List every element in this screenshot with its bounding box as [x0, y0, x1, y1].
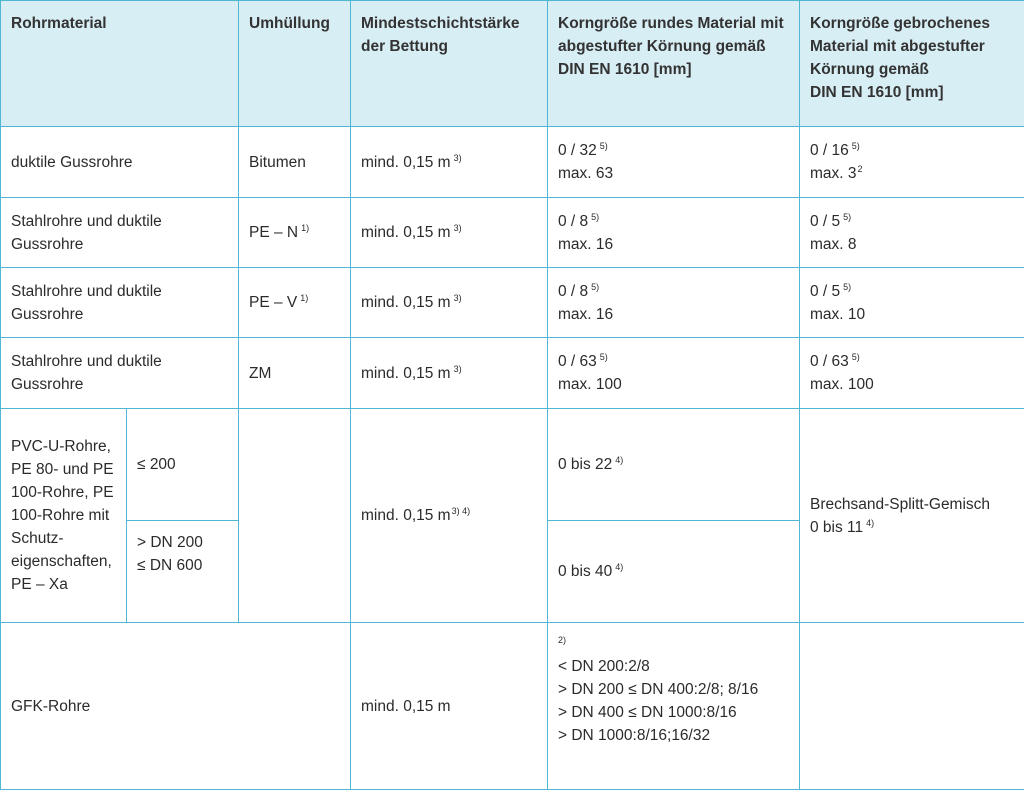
table-row	[1, 127, 1024, 198]
footnote-marker: 5)	[591, 282, 599, 292]
header-umhuellung: Umhüllung	[239, 1, 351, 127]
thickness-cell: mind. 0,15 m $^{3)}$	[351, 338, 548, 409]
round-grain-cell: 0 / 8 $^{5)}$ max. 16	[548, 198, 800, 268]
round-grain-cell: 0 / 8 $^{5)}$ max. 16	[548, 268, 800, 338]
material-cell: Stahlrohre und duktile Gussrohre	[1, 338, 239, 409]
thickness-cell: mind. 0,15 m $^{3)}$	[351, 127, 548, 198]
footnote-marker: 3)	[454, 364, 462, 374]
table-row	[1, 623, 1024, 790]
coating-cell: ZM	[239, 338, 351, 409]
broken-grain-cell: 0 / 5 $^{5)}$ max. 10	[800, 268, 1024, 338]
gfk-grain-line: < DN 200:2/8	[558, 655, 789, 678]
thickness-cell: mind. 0,15 m $^{3)}$	[351, 268, 548, 338]
footnote-marker: 3)	[454, 293, 462, 303]
header-korngroesse-gebrochen-line2: DIN EN 1610 [mm]	[810, 81, 1014, 104]
footnote-marker: 3) 4)	[452, 506, 471, 516]
size-cell: ≤ 200	[127, 409, 239, 521]
broken-grain-cell	[800, 623, 1024, 790]
footnote-marker: 1)	[300, 293, 308, 303]
header-korngroesse-rund: Korngröße rundes Material mit abgestufter Körnung gemäß DIN EN 1610 [mm]	[548, 1, 800, 127]
material-cell: GFK-Rohre	[1, 623, 351, 790]
footnote-marker: 2	[858, 164, 863, 174]
footnote-marker: 4)	[615, 455, 623, 465]
material-cell: Stahlrohre und duktile Gussrohre	[1, 268, 239, 338]
round-grain-cell	[548, 623, 800, 790]
round-grain-cell: 0 / 32 $^{5)}$ max. 63	[548, 127, 800, 198]
header-mindestschichtstaerke: Mindestschichtstärke der Bettung	[351, 1, 548, 127]
footnote-marker: 5)	[852, 141, 860, 151]
broken-grain-cell: 0 / 16 $^{5)}$ max. $3^2$	[800, 127, 1024, 198]
table-row	[1, 409, 1024, 521]
footnote-marker: 1)	[301, 223, 309, 233]
table-row	[1, 268, 1024, 338]
gfk-grain-line: > DN 1000:8/16;16/32	[558, 724, 789, 747]
size-cell: > DN 200 ≤ DN 600	[127, 521, 239, 623]
thickness-cell: mind. 0,15 $m^{3) 4)}$	[351, 409, 548, 623]
footnote-marker: 2)	[558, 633, 789, 647]
thickness-cell: mind. 0,15 m $^{3)}$	[351, 198, 548, 268]
footnote-marker: 3)	[454, 153, 462, 163]
round-grain-cell: 0 bis 22 $^{4)}$	[548, 409, 800, 521]
material-cell: PVC-U-Rohre, PE 80- und PE 100-Rohre, PE 100-Rohre mit Schutz-eigenschaften, PE – Xa	[1, 409, 127, 623]
thickness-cell: mind. 0,15 m	[351, 623, 548, 790]
gfk-grain-line: > DN 200 ≤ DN 400:2/8; 8/16	[558, 678, 789, 701]
footnote-marker: 5)	[843, 282, 851, 292]
table-row	[1, 198, 1024, 268]
coating-cell: PE – N $^{1)}$	[239, 198, 351, 268]
footnote-marker: 5)	[600, 141, 608, 151]
header-korngroesse-gebrochen-line1: Korngröße gebrochenes Material mit abgestufter Körnung gemäß	[810, 12, 1014, 81]
broken-grain-cell: 0 / 63 $^{5)}$ max. 100	[800, 338, 1024, 409]
footnote-marker: 4)	[615, 562, 623, 572]
material-cell: Stahlrohre und duktile Gussrohre	[1, 198, 239, 268]
header-row	[1, 1, 1024, 127]
header-rohrmaterial: Rohrmaterial	[1, 1, 239, 127]
coating-cell: PE – V $^{1)}$	[239, 268, 351, 338]
footnote-marker: 5)	[852, 352, 860, 362]
coating-cell	[239, 409, 351, 623]
table-row	[1, 338, 1024, 409]
footnote-marker: 3)	[454, 223, 462, 233]
footnote-marker: 4)	[866, 518, 874, 528]
broken-grain-cell: 0 / 5 $^{5)}$ max. 8	[800, 198, 1024, 268]
round-grain-cell: 0 / 63 $^{5)}$ max. 100	[548, 338, 800, 409]
material-cell: duktile Gussrohre	[1, 127, 239, 198]
footnote-marker: 5)	[591, 212, 599, 222]
header-korngroesse-gebrochen	[800, 1, 1024, 127]
round-grain-cell: 0 bis 40 $^{4)}$	[548, 521, 800, 623]
broken-grain-cell: Brechsand-Splitt-Gemisch 0 bis 11 $^{4)}$	[800, 409, 1024, 623]
gfk-grain-line: > DN 400 ≤ DN 1000:8/16	[558, 701, 789, 724]
footnote-marker: 5)	[600, 352, 608, 362]
footnote-marker: 5)	[843, 212, 851, 222]
coating-cell: Bitumen	[239, 127, 351, 198]
